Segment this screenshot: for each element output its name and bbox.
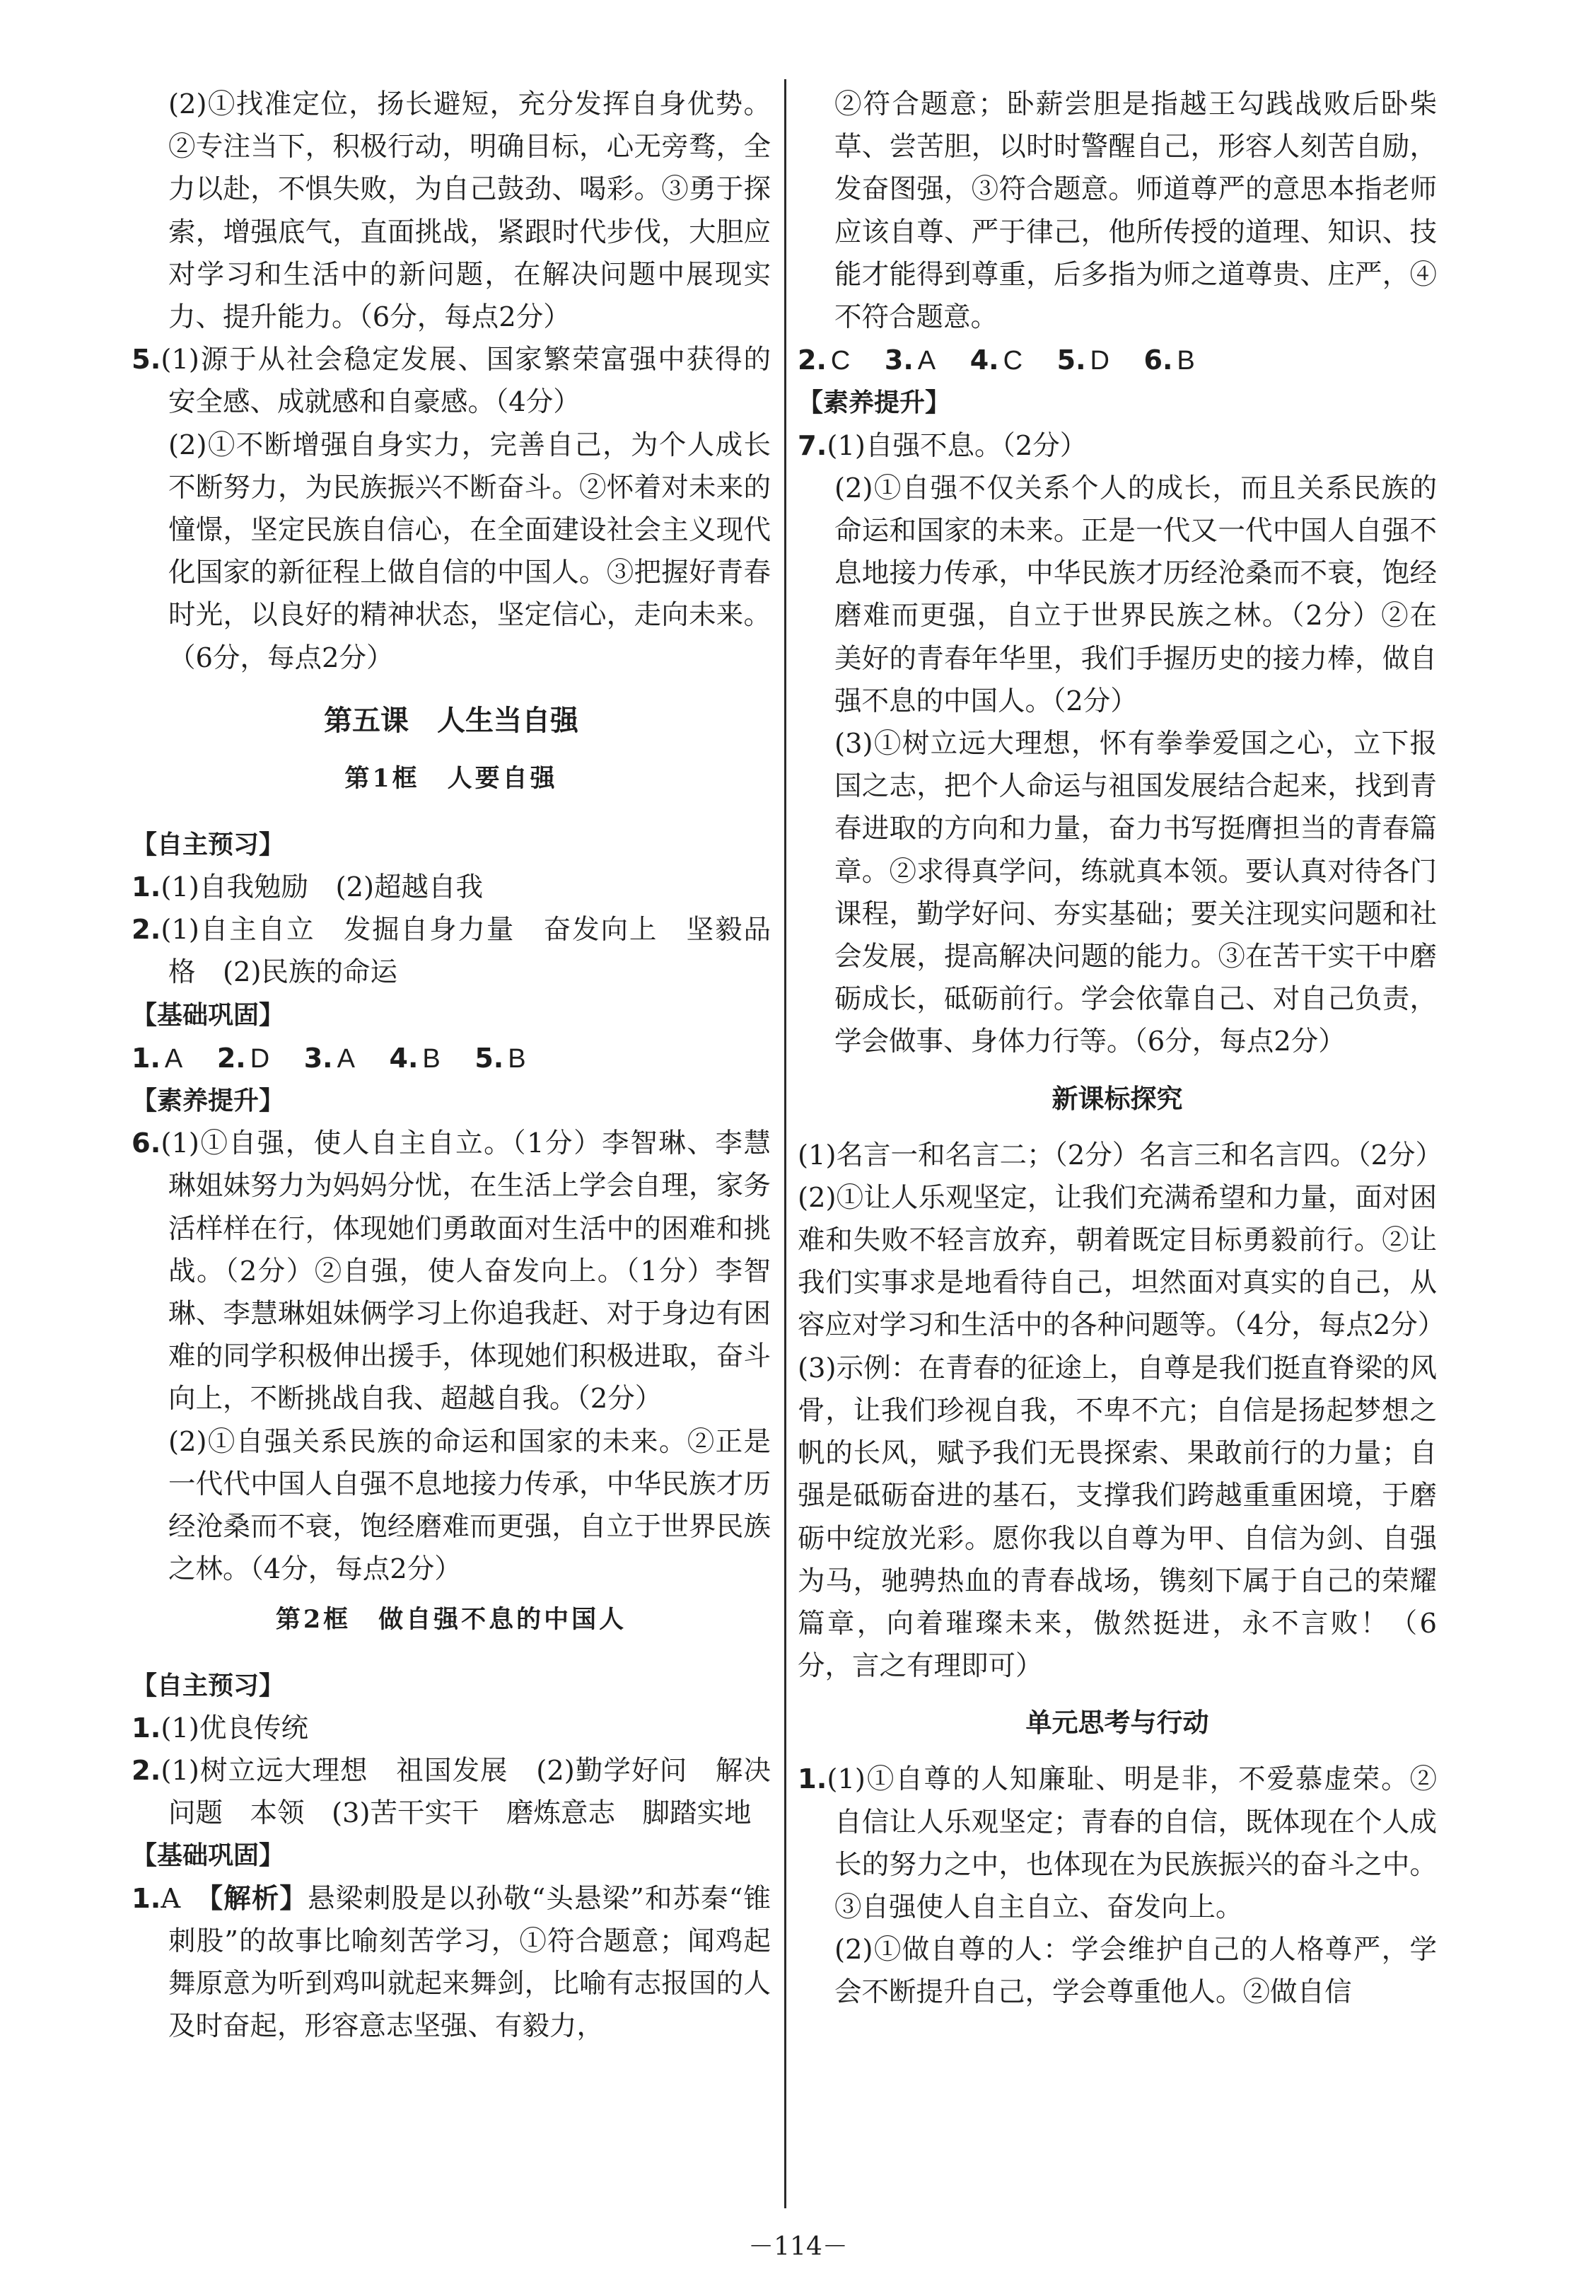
q6-part1 <box>132 1123 771 1420</box>
q7-number: 7. <box>798 429 827 462</box>
unit-review-title: 单元思考与行动 <box>1025 1707 1209 1739</box>
answer-choice: B <box>422 1043 441 1074</box>
answer-number: 2. <box>798 344 827 376</box>
frame1-preview-2-text: (1)自主自立 发掘自身力量 奋发向上 坚毅品格 (2)民族的命运 <box>161 914 771 989</box>
q5-part1 <box>132 339 771 424</box>
unit-q1-number: 1. <box>798 1763 827 1796</box>
answer-choice: C <box>1003 346 1023 376</box>
frame2-preview-2-number: 2. <box>132 1754 161 1787</box>
answer-number: 4. <box>389 1042 419 1074</box>
basic-1-explanation-continued: ②符合题意；卧薪尝胆是指越王勾践战败后卧柴草、尝苦胆，以时时警醒自己，形容人刻苦自励，发奋图强，③符合题意。师道尊严的意思本指老师应该自尊、严于律己，他所传授的道理、知识、技能才能得到尊重，后多指为师之道尊贵、庄严，④不符合题意。 <box>834 88 1437 334</box>
q6-part1-text: (1)①自强，使人自主自立。（1分）李智琳、李慧琳姐妹努力为妈妈分忧，在生活上学会自理，家务活样样在行，体现她们勇敢面对生活中的困难和挑战。（2分）②自强，使人奋发向上。（1分）李智琳、李慧琳姐妹俩学习上你追我赶、对于身边有困难的同学积极伸出援手，体现她们积极进取，奋斗向上，不断挑战自我、超越自我。（2分） <box>161 1127 771 1415</box>
frame1-section-literacy: 【 素养提升 】 <box>132 1080 771 1123</box>
answer-number: 5. <box>474 1042 504 1074</box>
right-column <box>798 83 1445 2014</box>
frame2-preview-1-number: 1. <box>132 1712 161 1744</box>
frame2-section-preview: 【 自主预习 】 <box>132 1665 771 1707</box>
answer-choice: B <box>508 1043 526 1074</box>
frame2-preview-2 <box>132 1750 771 1835</box>
unit-q1-part1 <box>798 1758 1437 1929</box>
frame2-section-basic: 【 基础巩固 】 <box>132 1835 771 1877</box>
page-number: －114－ <box>748 2232 848 2261</box>
answer-number: 1. <box>132 1042 161 1074</box>
column-divider <box>784 79 786 2208</box>
frame2-basic-answers <box>798 339 1437 382</box>
q7-part1-text: (1)自强不息。（2分） <box>827 429 1088 462</box>
frame1-preview-1 <box>132 866 771 909</box>
answer-choice: A <box>337 1043 355 1074</box>
q7-part2: (2)①自强不仅关系个人的成长，而且关系民族的命运和国家的未来。正是一代又一代中国人自强不息地接力传承，中华民族才历经沧桑而不衰，饱经磨难而更强，自立于世界民族之林。（2分）②在美好的青春年华里，我们手握历史的接力棒，做自强不息的中国人。（2分） <box>834 472 1437 717</box>
answer-number: 4. <box>969 344 999 376</box>
frame1-preview-2 <box>132 909 771 994</box>
frame2-basic-1-number: 1. <box>132 1882 161 1915</box>
frame1-preview-1-text: (1)自我勉励 (2)超越自我 <box>161 871 483 904</box>
frame1-section-basic: 【 基础巩固 】 <box>132 995 771 1037</box>
q5-part1-text: (1)源于从社会稳定发展、国家繁荣富强中获得的安全感、成就感和自豪感。（4分） <box>161 344 771 419</box>
new-curriculum-3: (3)示例：在青春的征途上，自尊是我们挺直脊梁的风骨，让我们珍视自我，不卑不亢；自信是扬起梦想之帆的长风，赋予我们无畏探索、果敢前行的力量；自强是砥砺奋进的基石，支撑我们跨越重重困境，于磨砺中绽放光彩。愿你我以自尊为甲、自信为剑、自强为马，驰骋热血的青春战场，镌刻下属于自己的荣耀篇章，向着璀璨未来，傲然挺进，永不言败！（6分，言之有理即可） <box>798 1352 1437 1683</box>
frame1-title: 第1框 人要自强 <box>344 763 558 793</box>
answer-choice: D <box>1090 346 1109 376</box>
answer-choice: D <box>250 1043 270 1074</box>
answer-number: 2. <box>216 1042 246 1074</box>
left-column <box>132 83 771 2048</box>
unit-q1-part2: (2)①做自尊的人：学会维护自己的人格尊严，学会不断提升自己，学会尊重他人。②做自信 <box>834 1934 1437 2009</box>
frame2-basic-1 <box>132 1878 771 2048</box>
frame2-preview-1-text: (1)优良传统 <box>161 1712 308 1744</box>
new-curriculum-2: (2)①让人乐观坚定，让我们充满希望和力量，面对困难和失败不轻言放弃，朝着既定目标勇毅前行。②让我们实事求是地看待自己，坦然面对真实的自己，从容应对学习和生活中的各种问题等。（4分，每点2分） <box>798 1181 1445 1342</box>
analysis-label: 【解析】 <box>209 1882 308 1915</box>
q5-part2: (2)①不断增强自身实力，完善自己，为个人成长不断努力，为民族振兴不断奋斗。②怀着对未来的憧憬，坚定民族自信心，在全面建设社会主义现代化国家的新征程上做自信的中国人。③把握好青春时光，以良好的精神状态，坚定信心，走向未来。（6分，每点2分） <box>168 429 771 674</box>
q4-part2: (2)①找准定位，扬长避短，充分发挥自身优势。②专注当下，积极行动，明确目标，心无旁骛，全力以赴，不惧失败，为自己鼓劲、喝彩。③勇于探索，增强底气，直面挑战，紧跟时代步伐，大胆应对学习和生活中的新问题，在解决问题中展现实力、提升能力。（6分，每点2分） <box>168 88 771 334</box>
q7-part1 <box>798 425 1437 468</box>
answer-number: 6. <box>1143 344 1173 376</box>
frame1-basic-answers <box>132 1037 771 1080</box>
frame2-basic-1-answer: A <box>161 1882 181 1915</box>
frame2-basic-1-explanation: 悬梁刺股是以孙敬“头悬梁”和苏秦“锥刺股”的故事比喻刻苦学习，①符合题意；闻鸡起舞原意为听到鸡叫就起来舞剑，比喻有志报国的人及时奋起，形容意志坚强、有毅力， <box>168 1882 771 2043</box>
new-curriculum-1: (1)名言一和名言二；（2分）名言三和名言四。（2分） <box>798 1139 1443 1171</box>
answer-choice: A <box>164 1043 183 1074</box>
frame2-preview-1 <box>132 1707 771 1750</box>
frame2-title: 第2框 做自强不息的中国人 <box>275 1604 627 1634</box>
q7-part3: (3)①树立远大理想，怀有拳拳爱国之心，立下报国之志，把个人命运与祖国发展结合起来，找到青春进取的方向和力量，奋力书写挺膺担当的青春篇章。②求得真学问，练就真本领。要认真对待各门课程，勤学好问、夯实基础；要关注现实问题和社会发展，提高解决问题的能力。③在苦干实干中磨砺成长，砥砺前行。学会依靠自己、对自己负责，学会做事、身体力行等。（6分，每点2分） <box>834 728 1437 1058</box>
frame1-preview-1-number: 1. <box>132 871 161 904</box>
q6-part2: (2)①自强关系民族的命运和国家的未来。②正是一代代中国人自强不息地接力传承，中华民族才历经沧桑而不衰，饱经磨难而更强，自立于世界民族之林。（4分，每点2分） <box>168 1425 771 1586</box>
frame1-preview-2-number: 2. <box>132 914 161 946</box>
answer-number: 5. <box>1056 344 1086 376</box>
unit-q1-part1-text: (1)①自尊的人知廉耻、明是非，不爱慕虚荣。②自信让人乐观坚定；青春的自信，既体现在个人成长的努力之中，也体现在为民族振兴的奋斗之中。③自强使人自主自立、奋发向上。 <box>827 1763 1437 1923</box>
lesson-title: 第五课 人生当自强 <box>324 704 578 737</box>
frame2-preview-2-text: (1)树立远大理想 祖国发展 (2)勤学好问 解决问题 本领 (3)苦干实干 磨炼意志 脚踏实地 <box>161 1754 771 1830</box>
frame2-section-literacy: 【 素养提升 】 <box>798 382 1437 424</box>
q6-number: 6. <box>132 1127 161 1160</box>
answer-number: 3. <box>303 1042 333 1074</box>
frame1-section-preview: 【 自主预习 】 <box>132 824 771 866</box>
new-curriculum-title: 新课标探究 <box>1052 1083 1183 1114</box>
answer-choice: C <box>830 346 851 376</box>
answer-number: 3. <box>884 344 914 376</box>
answer-choice: A <box>917 346 936 376</box>
q5-number: 5. <box>132 344 161 376</box>
answer-choice: B <box>1177 346 1195 376</box>
